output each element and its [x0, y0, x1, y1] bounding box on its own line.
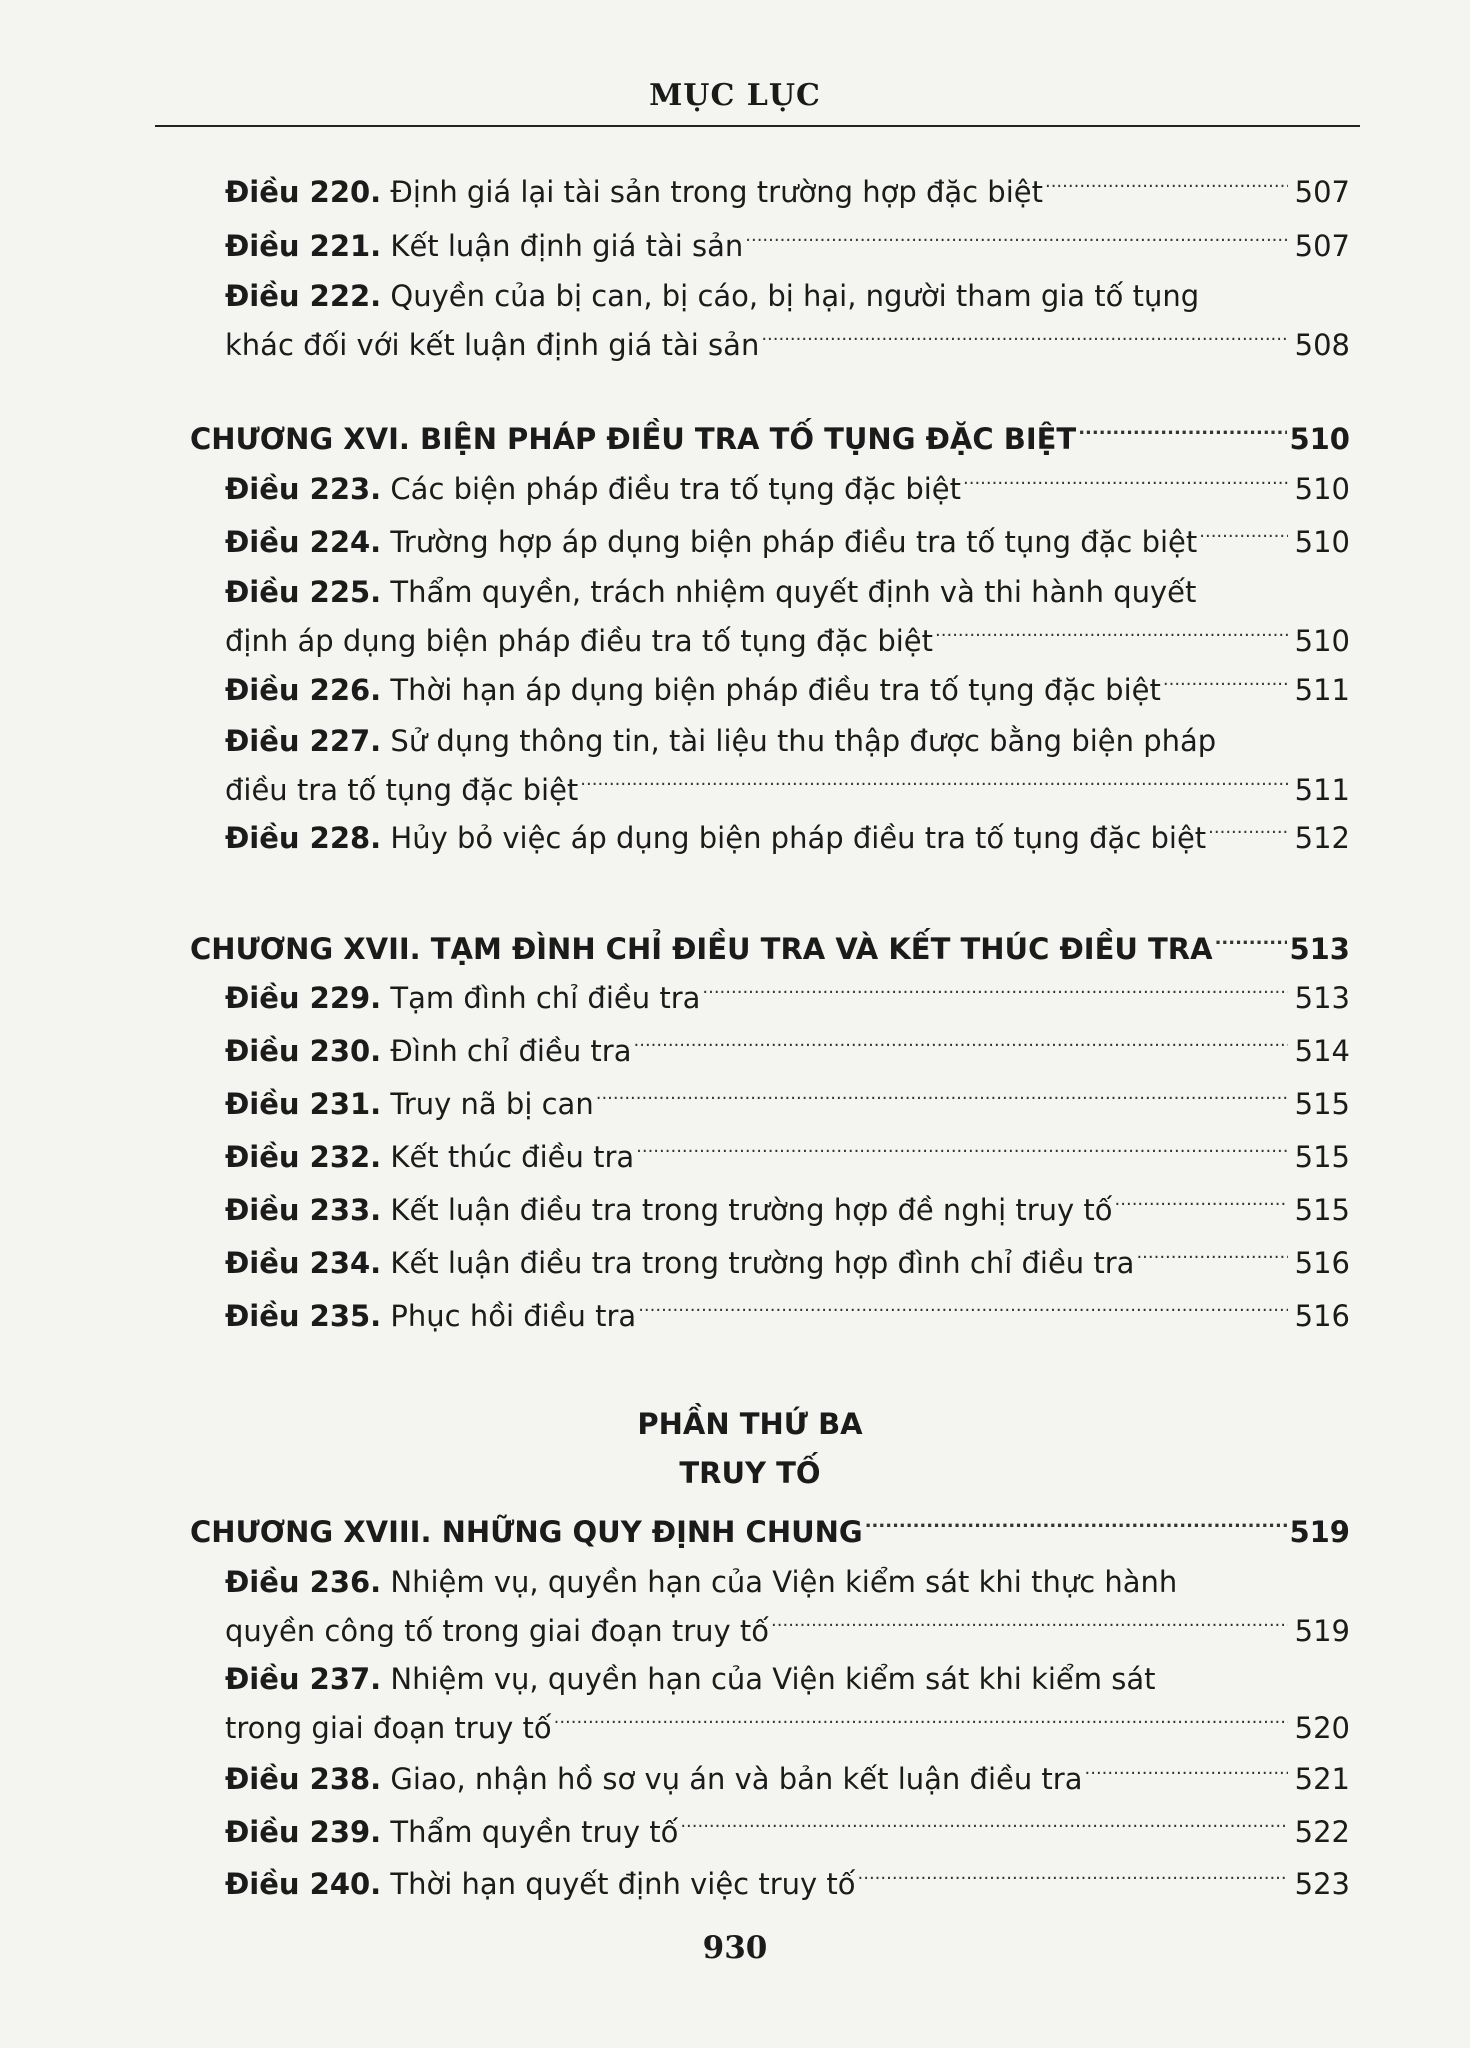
article-label	[225, 1080, 594, 1129]
toc-entry-line	[225, 666, 1350, 715]
toc-article-entry	[225, 1860, 1350, 1909]
toc-article-entry	[225, 717, 1350, 815]
dot-leader	[638, 1297, 1288, 1326]
article-title-line2: quyền công tố trong giai đoạn truy tố	[225, 1614, 770, 1648]
chapter-title: CHƯƠNG XVIII. NHỮNG QUY ĐỊNH CHUNG	[190, 1515, 863, 1549]
toc-entry-first-line	[225, 1558, 1350, 1607]
page-reference: 507	[1294, 175, 1350, 209]
toc-entry-line	[190, 415, 1350, 464]
toc-article-entry	[225, 1027, 1350, 1076]
toc-entry-first-line	[225, 1655, 1350, 1704]
article-title: Truy nã bị can	[390, 1087, 594, 1121]
article-number: Điều 221.	[225, 229, 382, 263]
toc-article-entry	[225, 666, 1350, 715]
article-title-line2: định áp dụng biện pháp điều tra tố tụng đặc biệt	[225, 624, 934, 658]
toc-article-entry	[225, 974, 1350, 1023]
article-number: Điều 223.	[225, 472, 382, 506]
article-label	[225, 1860, 856, 1909]
toc-entry-line	[225, 465, 1350, 514]
toc-article-entry	[225, 1239, 1350, 1288]
toc-entry-last-line	[225, 617, 1350, 666]
toc-article-entry	[225, 1558, 1350, 1656]
chapter-title: CHƯƠNG XVI. BIỆN PHÁP ĐIỀU TRA TỐ TỤNG ĐẶC BIỆT	[190, 422, 1077, 456]
dot-leader	[1199, 523, 1288, 552]
page-reference: 515	[1294, 1087, 1350, 1121]
dot-leader	[634, 1032, 1289, 1061]
article-label	[225, 1239, 1134, 1288]
dot-leader	[702, 979, 1288, 1008]
article-title: Phục hồi điều tra	[390, 1299, 637, 1333]
article-label	[225, 1027, 632, 1076]
article-title: Thời hạn quyết định việc truy tố	[390, 1867, 856, 1901]
article-label	[225, 814, 1206, 863]
dot-leader	[1078, 420, 1287, 449]
toc-entry-line	[190, 1508, 1350, 1557]
dot-leader	[554, 1709, 1288, 1738]
toc-entry-line	[225, 1080, 1350, 1129]
toc-article-entry	[225, 568, 1350, 666]
page-reference: 516	[1294, 1246, 1350, 1280]
toc-chapter-entry	[190, 925, 1350, 974]
dot-leader	[1085, 1760, 1289, 1789]
article-number: Điều 225.	[225, 575, 382, 609]
page-header-title: MỤC LỤC	[649, 78, 821, 113]
header-rule	[155, 125, 1360, 127]
toc-entry-line	[225, 1292, 1350, 1341]
article-title: Thẩm quyền truy tố	[390, 1815, 679, 1849]
article-number: Điều 239.	[225, 1815, 382, 1849]
toc-entry-line	[225, 1027, 1350, 1076]
toc-entry-line	[225, 1808, 1350, 1857]
page-reference: 520	[1294, 1711, 1350, 1745]
toc-entry-line	[225, 1755, 1350, 1804]
article-label	[225, 1186, 1113, 1235]
toc-article-entry	[225, 1755, 1350, 1804]
toc-entry-line	[225, 222, 1350, 271]
chapter-title: CHƯƠNG XVII. TẠM ĐÌNH CHỈ ĐIỀU TRA VÀ KẾT THÚC ĐIỀU TRA	[190, 932, 1213, 966]
article-title: Giao, nhận hồ sơ vụ án và bản kết luận điều tra	[390, 1762, 1083, 1796]
dot-leader	[771, 1612, 1288, 1641]
toc-entry-line	[225, 1860, 1350, 1909]
page-reference: 510	[1289, 422, 1350, 456]
toc-entry-line	[225, 814, 1350, 863]
page-reference: 516	[1294, 1299, 1350, 1333]
article-title-line1: Nhiệm vụ, quyền hạn của Viện kiểm sát khi thực hành	[390, 1565, 1178, 1599]
toc-entry-first-line	[225, 272, 1350, 321]
dot-leader	[858, 1865, 1289, 1894]
article-label	[225, 1292, 636, 1341]
article-label	[225, 1808, 678, 1857]
dot-leader	[761, 326, 1288, 355]
article-number: Điều 231.	[225, 1087, 382, 1121]
article-number: Điều 230.	[225, 1034, 382, 1068]
toc-article-entry	[225, 1133, 1350, 1182]
toc-entry-line	[225, 1133, 1350, 1182]
page-reference: 523	[1294, 1867, 1350, 1901]
article-title: Kết luận điều tra trong trường hợp đề nghị truy tố	[390, 1193, 1113, 1227]
part-heading-line1: PHẦN THỨ BA	[637, 1407, 863, 1441]
page-reference: 513	[1289, 932, 1350, 966]
article-number: Điều 232.	[225, 1140, 382, 1174]
article-number: Điều 238.	[225, 1762, 382, 1796]
toc-article-entry	[225, 1080, 1350, 1129]
toc-article-entry	[225, 1186, 1350, 1235]
article-label	[225, 222, 743, 271]
article-title: Kết thúc điều tra	[390, 1140, 635, 1174]
article-number: Điều 235.	[225, 1299, 382, 1333]
toc-entry-last-line	[225, 1704, 1350, 1753]
dot-leader	[1045, 173, 1288, 202]
article-number: Điều 234.	[225, 1246, 382, 1280]
toc-entry-line	[225, 518, 1350, 567]
toc-article-entry	[225, 1808, 1350, 1857]
article-label	[225, 666, 1161, 715]
article-title: Thời hạn áp dụng biện pháp điều tra tố tụng đặc biệt	[390, 673, 1161, 707]
article-title: Trường hợp áp dụng biện pháp điều tra tố tụng đặc biệt	[390, 525, 1198, 559]
toc-entry-line	[225, 1239, 1350, 1288]
article-title-line1: Sử dụng thông tin, tài liệu thu thập được bằng biện pháp	[390, 724, 1217, 758]
toc-article-entry	[225, 222, 1350, 271]
article-title-line1: Quyền của bị can, bị cáo, bị hại, người tham gia tố tụng	[390, 279, 1200, 313]
article-title: Đình chỉ điều tra	[390, 1034, 632, 1068]
dot-leader	[745, 227, 1288, 256]
page-reference: 522	[1294, 1815, 1350, 1849]
page-reference: 521	[1294, 1762, 1350, 1796]
article-title: Kết luận định giá tài sản	[390, 229, 744, 263]
dot-leader	[580, 771, 1288, 800]
dot-leader	[1215, 930, 1288, 959]
article-title-line2: điều tra tố tụng đặc biệt	[225, 773, 579, 807]
article-label	[225, 465, 961, 514]
page-reference: 515	[1294, 1193, 1350, 1227]
article-title: Định giá lại tài sản trong trường hợp đặc biệt	[390, 175, 1043, 209]
article-label	[225, 974, 700, 1023]
dot-leader	[963, 470, 1288, 499]
toc-article-entry	[225, 168, 1350, 217]
part-heading-line2: TRUY TỐ	[679, 1456, 821, 1490]
page-reference: 510	[1294, 472, 1350, 506]
dot-leader	[1115, 1191, 1288, 1220]
article-title-line1: Nhiệm vụ, quyền hạn của Viện kiểm sát khi kiểm sát	[390, 1662, 1156, 1696]
toc-entry-last-line	[225, 321, 1350, 370]
article-number: Điều 240.	[225, 1867, 382, 1901]
article-title-line2: trong giai đoạn truy tố	[225, 1711, 552, 1745]
toc-entry-first-line	[225, 717, 1350, 766]
article-number: Điều 228.	[225, 821, 382, 855]
article-label	[225, 1133, 634, 1182]
article-title: Hủy bỏ việc áp dụng biện pháp điều tra tố tụng đặc biệt	[390, 821, 1207, 855]
toc-entry-last-line	[225, 1607, 1350, 1656]
toc-entry-line	[225, 974, 1350, 1023]
article-number: Điều 222.	[225, 279, 382, 313]
toc-entry-line	[190, 925, 1350, 974]
toc-entry-line	[225, 168, 1350, 217]
article-label	[225, 1755, 1083, 1804]
toc-article-entry	[225, 1292, 1350, 1341]
page-reference: 512	[1294, 821, 1350, 855]
toc-article-entry	[225, 814, 1350, 863]
article-number: Điều 226.	[225, 673, 382, 707]
page-reference: 513	[1294, 981, 1350, 1015]
article-number: Điều 229.	[225, 981, 382, 1015]
article-number: Điều 233.	[225, 1193, 382, 1227]
toc-chapter-entry	[190, 415, 1350, 464]
article-title: Các biện pháp điều tra tố tụng đặc biệt	[390, 472, 961, 506]
article-label	[225, 518, 1197, 567]
toc-entry-first-line	[225, 568, 1350, 617]
page-reference: 511	[1294, 773, 1350, 807]
dot-leader	[865, 1513, 1288, 1542]
dot-leader	[636, 1138, 1288, 1167]
article-number: Điều 236.	[225, 1565, 382, 1599]
page-reference: 510	[1294, 624, 1350, 658]
dot-leader	[935, 622, 1288, 651]
dot-leader	[1136, 1244, 1288, 1273]
page-number: 930	[702, 1930, 768, 1966]
toc-article-entry	[225, 465, 1350, 514]
page-reference: 514	[1294, 1034, 1350, 1068]
toc-chapter-entry	[190, 1508, 1350, 1557]
article-title: Tạm đình chỉ điều tra	[390, 981, 701, 1015]
toc-article-entry	[225, 1655, 1350, 1753]
page-reference: 519	[1289, 1515, 1350, 1549]
toc-article-entry	[225, 518, 1350, 567]
article-number: Điều 237.	[225, 1662, 382, 1696]
dot-leader	[680, 1813, 1288, 1842]
article-title-line1: Thẩm quyền, trách nhiệm quyết định và thi hành quyết	[390, 575, 1197, 609]
page-reference: 519	[1294, 1614, 1350, 1648]
toc-entry-last-line	[225, 766, 1350, 815]
page-reference: 510	[1294, 525, 1350, 559]
article-number: Điều 227.	[225, 724, 382, 758]
page-reference: 507	[1294, 229, 1350, 263]
article-title-line2: khác đối với kết luận định giá tài sản	[225, 328, 760, 362]
page-reference: 511	[1294, 673, 1350, 707]
page-reference: 508	[1294, 328, 1350, 362]
article-label	[225, 168, 1043, 217]
article-number: Điều 220.	[225, 175, 382, 209]
toc-article-entry	[225, 272, 1350, 370]
dot-leader	[596, 1085, 1288, 1114]
dot-leader	[1208, 819, 1288, 848]
page-reference: 515	[1294, 1140, 1350, 1174]
article-title: Kết luận điều tra trong trường hợp đình chỉ điều tra	[390, 1246, 1135, 1280]
dot-leader	[1163, 671, 1288, 700]
toc-entry-line	[225, 1186, 1350, 1235]
article-number: Điều 224.	[225, 525, 382, 559]
